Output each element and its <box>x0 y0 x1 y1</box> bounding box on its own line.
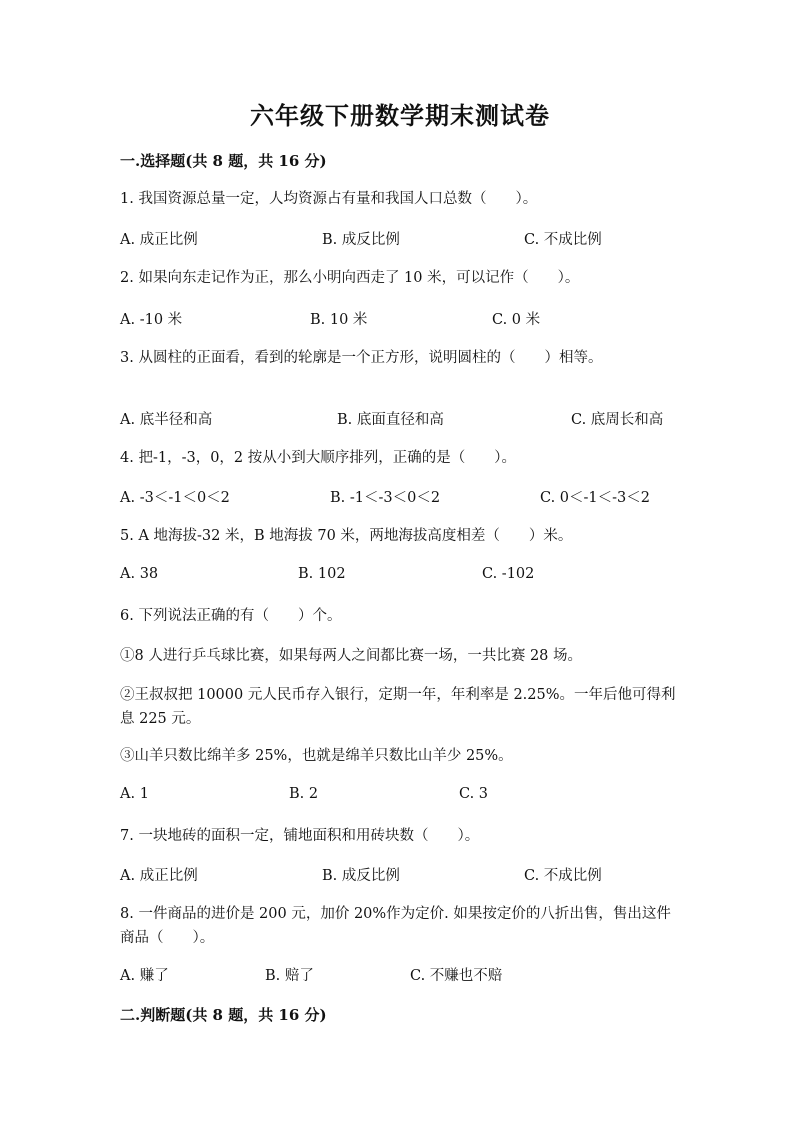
q4-option-a: A. -3＜-1＜0＜2 <box>120 490 230 506</box>
q2-option-c: C. 0 米 <box>492 312 541 328</box>
q8-option-a: A. 赚了 <box>120 968 169 984</box>
q6-option-c: C. 3 <box>459 786 489 802</box>
q5-option-b: B. 102 <box>298 566 346 582</box>
q6-statement-2: ②王叔叔把 10000 元人民币存入银行，定期一年，年利率是 2.25%。一年后他可得利息 225 元。 <box>120 687 676 727</box>
q4-option-b: B. -1＜-3＜0＜2 <box>330 490 441 506</box>
q3-option-b: B. 底面直径和高 <box>337 412 444 428</box>
q7-option-b: B. 成反比例 <box>322 868 400 884</box>
q7-option-a: A. 成正比例 <box>120 868 198 884</box>
q6-option-a: A. 1 <box>120 786 149 802</box>
question-1: 1. 我国资源总量一定，人均资源占有量和我国人口总数（ ）。 <box>120 191 538 207</box>
question-6: 6. 下列说法正确的有（ ）个。 <box>120 608 342 624</box>
q5-option-c: C. -102 <box>482 566 535 582</box>
q1-option-a: A. 成正比例 <box>120 232 198 248</box>
q2-option-b: B. 10 米 <box>310 312 368 328</box>
q6-statement-1: ①8 人进行乒乓球比赛，如果每两人之间都比赛一场，一共比赛 28 场。 <box>120 648 583 664</box>
q3-option-c: C. 底周长和高 <box>571 412 664 428</box>
question-4: 4. 把-1，-3，0，2 按从小到大顺序排列，正确的是（ ）。 <box>120 450 517 466</box>
question-5: 5. A 地海拔-32 米，B 地海拔 70 米，两地海拔高度相差（ ）米。 <box>120 528 573 544</box>
q6-statement-3: ③山羊只数比绵羊多 25%，也就是绵羊只数比山羊少 25%。 <box>120 748 513 764</box>
q8-option-b: B. 赔了 <box>265 968 314 984</box>
page-title: 六年级下册数学期末测试卷 <box>250 101 550 130</box>
question-2: 2. 如果向东走记作为正，那么小明向西走了 10 米，可以记作（ ）。 <box>120 270 580 286</box>
q6-option-b: B. 2 <box>289 786 319 802</box>
q8-option-c: C. 不赚也不赔 <box>410 968 503 984</box>
q7-option-c: C. 不成比例 <box>524 868 602 884</box>
question-3: 3. 从圆柱的正面看，看到的轮廓是一个正方形，说明圆柱的（ ）相等。 <box>120 350 603 366</box>
q3-option-a: A. 底半径和高 <box>120 412 213 428</box>
q1-option-c: C. 不成比例 <box>524 232 602 248</box>
section-heading-choice: 一.选择题(共 8 题，共 16 分) <box>120 152 327 170</box>
q1-option-b: B. 成反比例 <box>322 232 400 248</box>
q4-option-c: C. 0＜-1＜-3＜2 <box>540 490 650 506</box>
q2-option-a: A. -10 米 <box>120 312 183 328</box>
q5-option-a: A. 38 <box>120 566 159 582</box>
section-heading-judgement: 二.判断题(共 8 题，共 16 分) <box>120 1006 327 1024</box>
question-8: 8. 一件商品的进价是 200 元，加价 20%作为定价. 如果按定价的八折出售，售出这件商品（ ）。 <box>120 906 671 946</box>
question-7: 7. 一块地砖的面积一定，铺地面积和用砖块数（ ）。 <box>120 828 480 844</box>
